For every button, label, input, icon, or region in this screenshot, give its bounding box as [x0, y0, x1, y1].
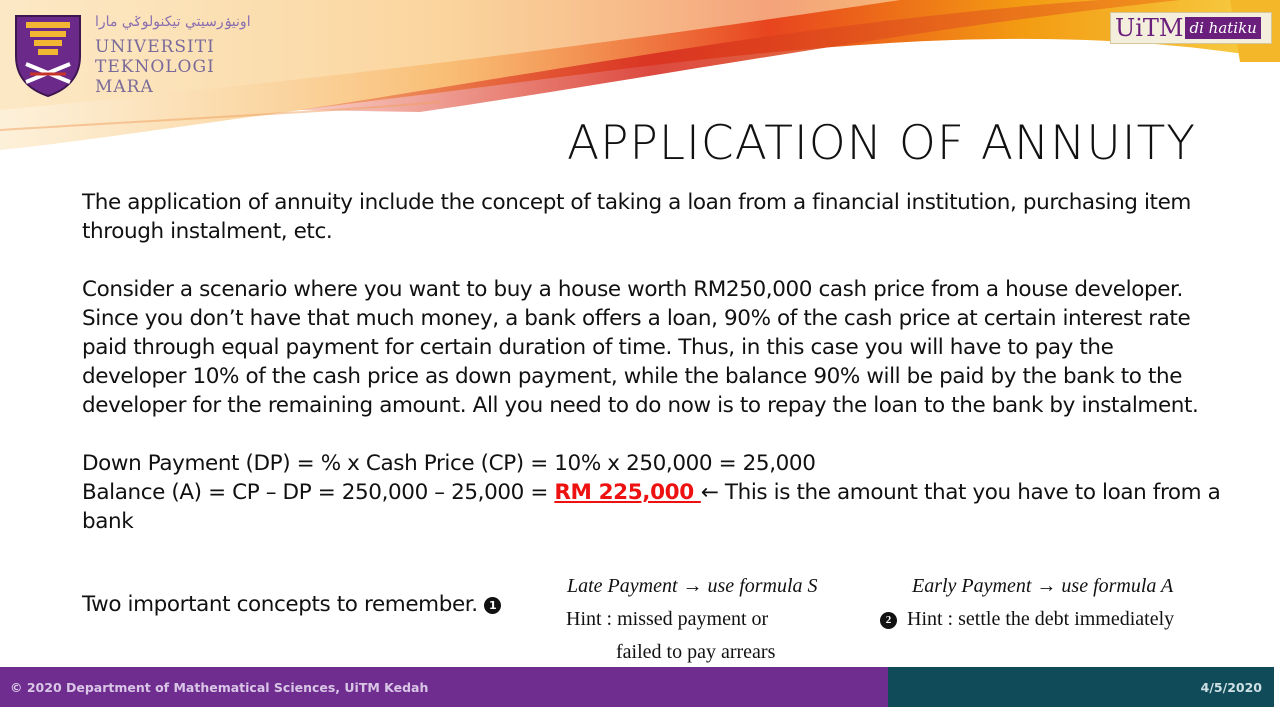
footer-date: 4/5/2020 [888, 667, 1274, 707]
university-arabic-name: اونيۏرسيتي تيكنولوݢي مارا [95, 14, 251, 30]
left-arrow-icon: ← [700, 480, 719, 505]
uitm-logo-icon [12, 12, 84, 98]
concept-1-number-icon: 1 [484, 597, 501, 614]
intro-paragraph: The application of annuity include the concept of taking a loan from a financial institution, purchasing item through instalment, etc. [82, 190, 1191, 244]
slide-title: APPLICATION OF ANNUITY [567, 116, 1196, 171]
brand-main-text: UiTM [1115, 14, 1184, 42]
university-name-line2: TEKNOLOGI [95, 57, 215, 77]
footer-copyright: © 2020 Department of Mathematical Sciences, UiTM Kedah [0, 667, 888, 707]
concept-1-hint: Hint : missed payment or [566, 608, 769, 630]
concept-1-title: Late Payment → use formula S [567, 575, 818, 597]
balance-amount: RM 225,000 [554, 480, 701, 505]
university-name-line3: MARA [95, 77, 154, 97]
balance-prefix: Balance (A) = CP – DP = 250,000 – 25,000 = [82, 480, 555, 505]
concept-2-formula [880, 570, 1174, 636]
balance-suffix: This is the amount that you have to loan from a bank [82, 480, 1221, 534]
brand-tagline-text: di hatiku [1185, 17, 1260, 39]
concept-2-title: Early Payment → use formula A [912, 575, 1174, 597]
concept-1-hint-line2: failed to pay arrears [616, 641, 776, 663]
concept-2-hint: Hint : settle the debt immediately [907, 608, 1175, 630]
down-payment-line: Down Payment (DP) = % x Cash Price (CP) = 10% x 250,000 = 25,000 [82, 451, 816, 476]
uitm-di-hatiku-logo [1110, 12, 1272, 44]
concept-2-number-icon: 2 [880, 612, 897, 629]
university-name-line1: UNIVERSITI [95, 37, 215, 57]
concepts-label: Two important concepts to remember. 1 [82, 592, 501, 617]
concept-1-formula [566, 570, 818, 669]
scenario-paragraph: Consider a scenario where you want to buy a house worth RM250,000 cash price from a house developer. Since you don’t have that much money, a bank offers a loan, 90% of the cash price at certain interest rate paid through equal payment for certain duration of time. Thus, in this case you will have to pay the developer 10% of the cash price as down payment, while the balance 90% will be paid by the bank to the developer for the remaining amount. All you need to do now is to repay the loan to the bank by instalment. [82, 277, 1199, 418]
slide-body [82, 188, 1222, 536]
balance-line [82, 478, 1222, 536]
